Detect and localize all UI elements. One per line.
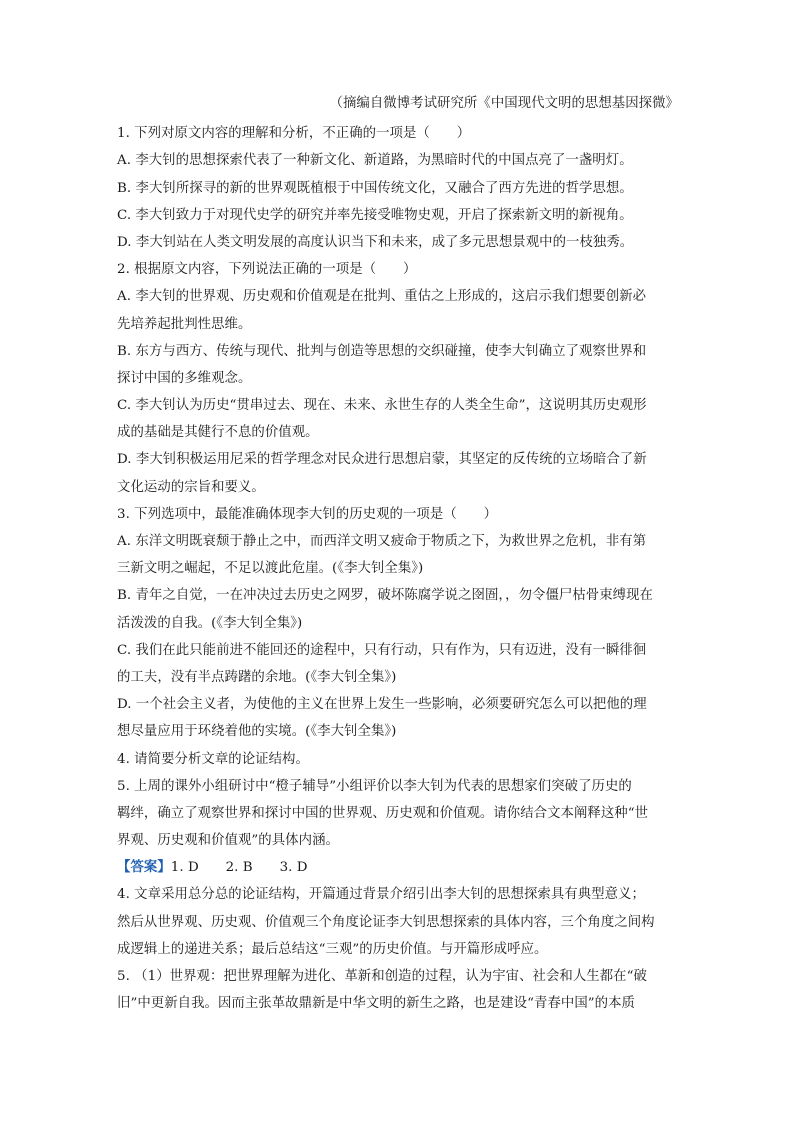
question-4-stem: 4. 请简要分析文章的论证结构。 — [117, 751, 309, 767]
question-5-stem-line-2: 羁绊，确立了观察世界和探讨中国的世界观、历史观和价值观。请你结合文本阐释这种“世 — [117, 805, 649, 821]
question-3-option-c-line-1: C. 我们在此只能前进不能回还的途程中，只有行动，只有作为，只有迈进，没有一瞬徘徊 — [117, 642, 647, 658]
question-1-option-d: D. 李大钊站在人类文明发展的高度认识当下和未来，成了多元思想景观中的一枝独秀。 — [117, 234, 634, 250]
question-3-option-b-line-2: 活泼泼的自我。(《李大钊全集》) — [117, 615, 303, 631]
question-1-option-a: A. 李大钊的思想探索代表了一种新文化、新道路，为黑暗时代的中国点亮了一盏明灯。 — [117, 153, 633, 169]
question-2-option-d-line-2: 文化运动的宗旨和要义。 — [117, 479, 265, 495]
question-2-option-a-line-2: 先培养起批判性思维。 — [117, 316, 252, 332]
question-1-option-b: B. 李大钊所探寻的新的世界观既植根于中国传统文化，又融合了西方先进的哲学思想。 — [117, 180, 633, 196]
answer-5-line-2: 旧”中更新自我。因而主张革故鼎新是中华文明的新生之路，也是建设“青春中国”的本质 — [117, 996, 635, 1012]
source-citation: （摘编自微博考试研究所《中国现代文明的思想基因探微》 — [329, 96, 679, 111]
question-2-option-a-line-1: A. 李大钊的世界观、历史观和价值观是在批判、重估之上形成的，这启示我们想要创新必 — [117, 289, 647, 305]
answer-choices-line — [117, 854, 679, 881]
question-1-stem: 1. 下列对原文内容的理解和分析，不正确的一项是（ ） — [117, 126, 471, 142]
question-1-option-c: C. 李大钊致力于对现代史学的研究并率先接受唯物史观，开启了探索新文明的新视角。 — [117, 207, 633, 223]
question-2-option-b-line-1: B. 东方与西方、传统与现代、批判与创造等思想的交织碰撞，使李大钊确立了观察世界和 — [117, 343, 647, 359]
question-2-option-d-line-1: D. 李大钊积极运用尼采的哲学理念对民众进行思想启蒙，其坚定的反传统的立场暗合了新 — [117, 452, 647, 468]
answer-5-line-1: 5. （1）世界观：把世界理解为进化、革新和创造的过程，认为宇宙、社会和人生都在“破 — [117, 969, 647, 984]
question-2-option-b-line-2: 探讨中国的多维观念。 — [117, 370, 252, 386]
answer-choices: 1. D 2. B 3. D — [170, 860, 308, 876]
question-3-option-b-line-1: B. 青年之自觉，一在冲决过去历史之网罗，破坏陈腐学说之囹圄，，勿令僵尸枯骨束缚现在 — [117, 588, 653, 604]
question-5-stem-line-3: 界观、历史观和价值观”的具体内涵。 — [117, 833, 339, 849]
question-3-option-c-line-2: 的工夫，没有半点踌躇的余地。(《李大钊全集》) — [117, 669, 397, 685]
question-2-stem: 2. 根据原文内容，下列说法正确的一项是（ ） — [117, 262, 417, 278]
answer-label: 【答案】 — [117, 859, 171, 876]
question-3-option-a-line-2: 三新文明之崛起，不足以渡此危崖。(《李大钊全集》) — [117, 561, 424, 577]
answer-4-line-1: 4. 文章采用总分总的论证结构，开篇通过背景介绍引出李大钊的思想探索具有典型意义； — [117, 887, 645, 903]
question-2-option-c-line-2: 成的基础是其健行不息的价值观。 — [117, 425, 319, 441]
question-5-stem-line-1: 5. 上周的课外小组研讨中“橙子辅导”小组评价以李大钊为代表的思想家们突破了历史的 — [117, 778, 632, 794]
document-page — [117, 90, 679, 1017]
question-3-option-d-line-2: 想尽量应用于环绕着他的实境。(《李大钊全集》) — [117, 724, 397, 740]
question-2-option-c-line-1: C. 李大钊认为历史“贯串过去、现在、未来、永世生存的人类全生命”，这说明其历史观形 — [117, 398, 647, 414]
question-3-option-d-line-1: D. 一个社会主义者，为使他的主义在世界上发生一些影响，必须要研究怎么可以把他的理 — [117, 697, 647, 713]
answer-4-line-2: 然后从世界观、历史观、价值观三个角度论证李大钊思想探索的具体内容，三个角度之间构 — [117, 914, 655, 930]
question-3-option-a-line-1: A. 东洋文明既衰颓于静止之中，而西洋文明又疲命于物质之下，为救世界之危机，非有第 — [117, 534, 647, 549]
answer-4-line-3: 成逻辑上的递进关系；最后总结这“三观”的历史价值。与开篇形成呼应。 — [117, 941, 548, 957]
question-3-stem: 3. 下列选项中，最能准确体现李大钊的历史观的一项是（ ） — [117, 506, 498, 522]
